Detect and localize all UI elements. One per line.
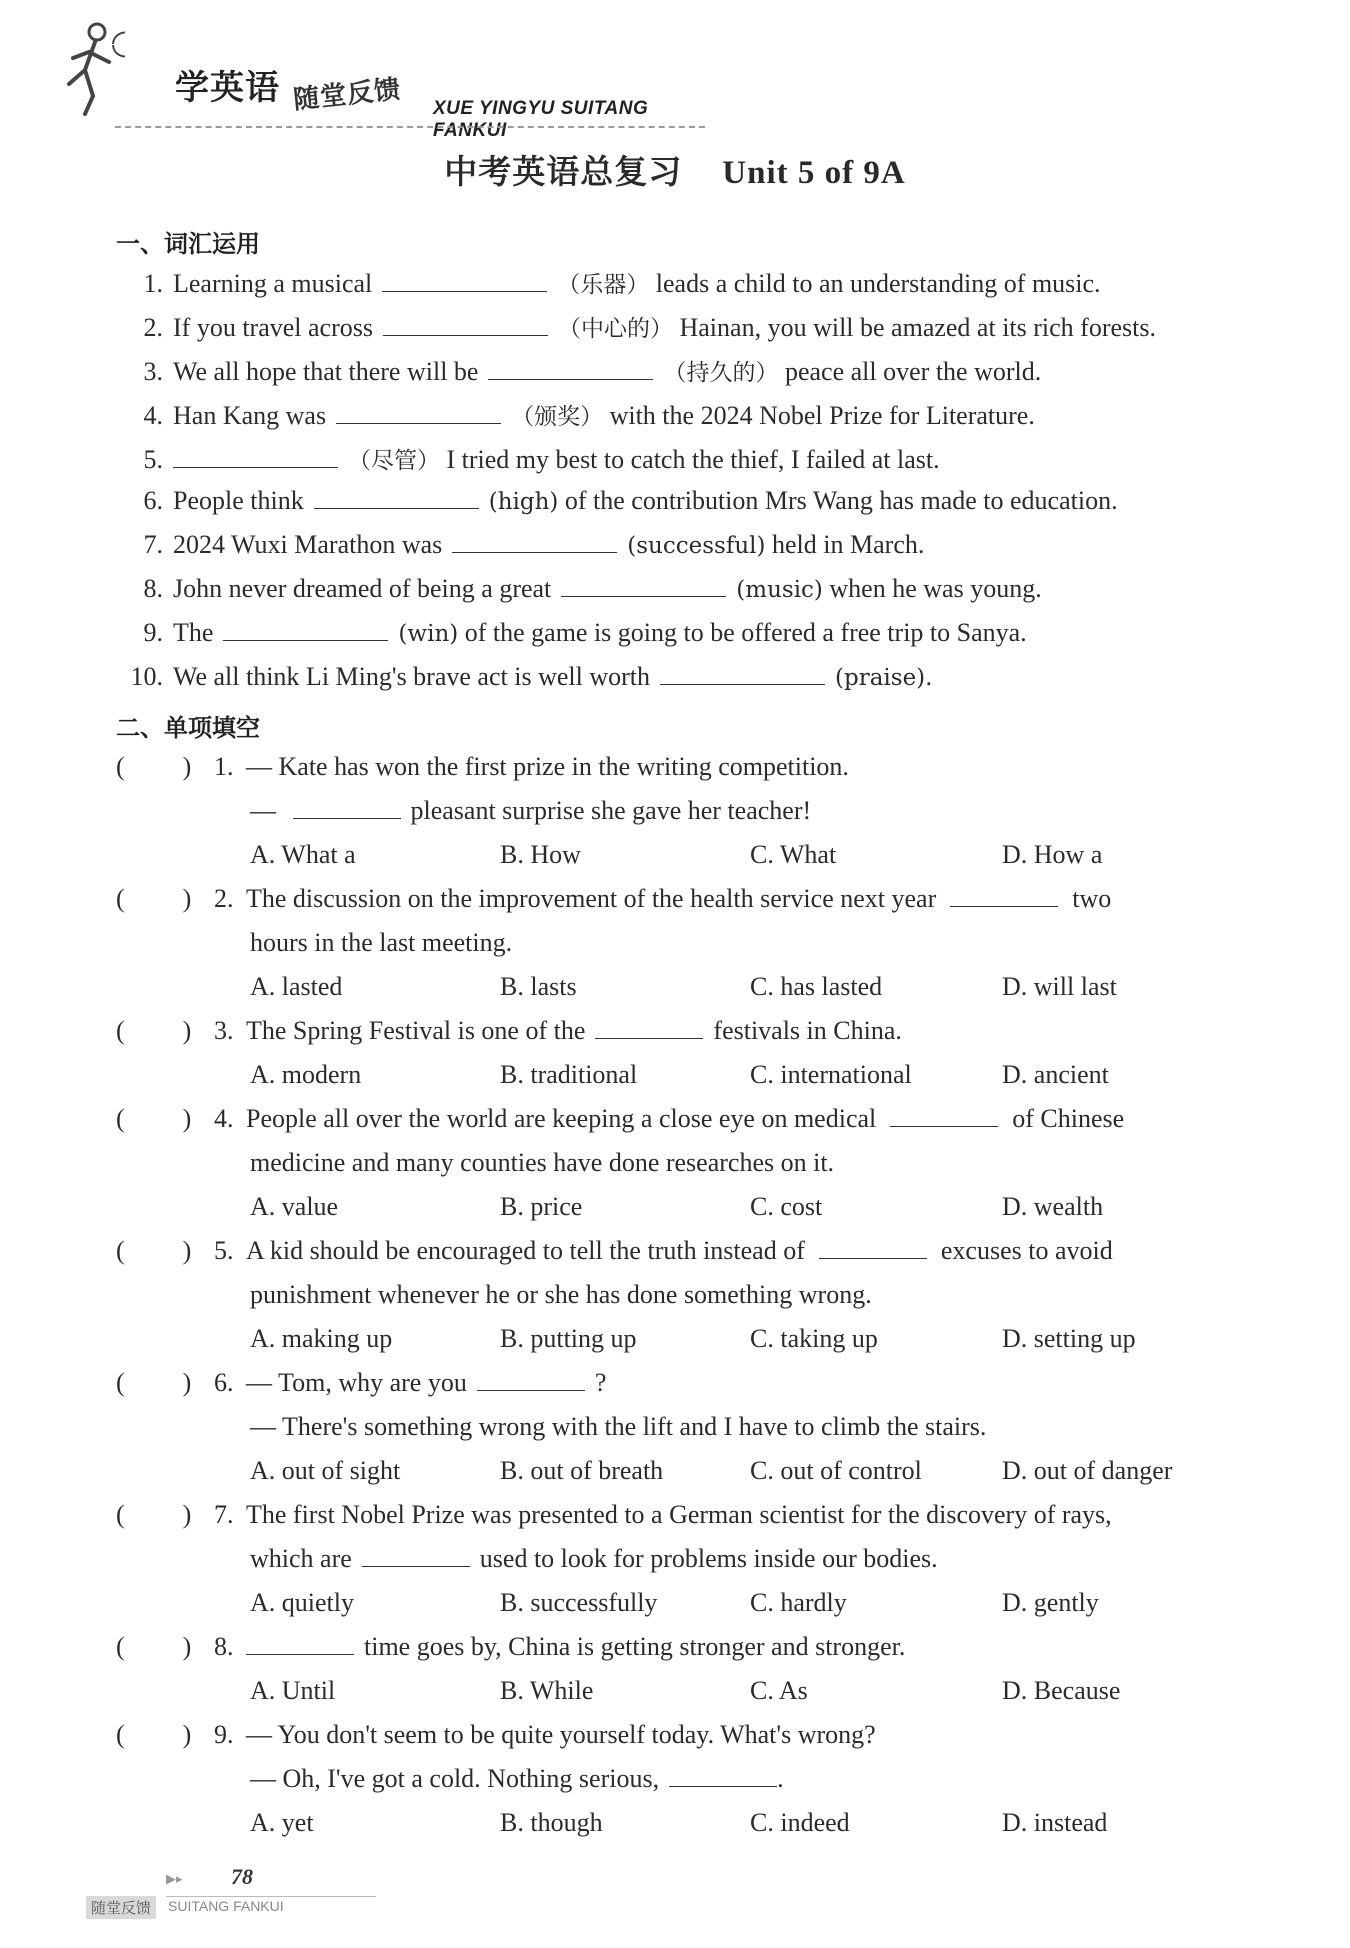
mc-question: ( ) 8. time goes by, China is getting stronger and stronger. — [116, 1632, 906, 1661]
page-footer — [86, 1866, 326, 1926]
page-title — [0, 146, 1350, 193]
answer-bracket[interactable]: ( ) — [116, 1016, 192, 1045]
vocab-item: 7. 2024 Wuxi Marathon was (successful) held in March. — [143, 530, 925, 559]
page-header — [55, 18, 685, 141]
answer-bracket[interactable]: ( ) — [116, 1632, 192, 1661]
footer-tag: 随堂反馈 — [86, 1896, 156, 1919]
mc-question: ( ) 9. — You don't seem to be quite yourself today. What's wrong? — [116, 1720, 876, 1749]
mc-question: ( ) 4. People all over the world are keeping a close eye on medical of Chinese — [116, 1104, 1125, 1133]
answer-bracket[interactable]: ( ) — [116, 1720, 192, 1749]
vocab-item: 8. John never dreamed of being a great (music) when he was young. — [143, 574, 1042, 603]
vocab-item: 3. We all hope that there will be （持久的） peace all over the world. — [143, 357, 1042, 386]
answer-bracket[interactable]: ( ) — [116, 1500, 192, 1529]
vocab-item: 10. We all think Li Ming's brave act is well worth (praise). — [130, 662, 933, 691]
vocab-item: 5. （尽管） I tried my best to catch the thief, I failed at last. — [143, 445, 940, 474]
vocab-item: 6. People think (high) of the contribution Mrs Wang has made to education. — [143, 486, 1118, 515]
mc-question: ( ) 7. The first Nobel Prize was presented to a German scientist for the discovery of rays, — [116, 1500, 1112, 1529]
page-number: 78 — [231, 1864, 253, 1889]
footer-tag-en: SUITANG FANKUI — [168, 1898, 284, 1914]
title-cn: 中考英语总复习 — [444, 152, 683, 191]
runner-logo-icon — [55, 18, 125, 118]
answer-bracket[interactable]: ( ) — [116, 1104, 192, 1133]
mc-question: ( ) 6. — Tom, why are you ? — [116, 1368, 607, 1397]
vocab-item: 4. Han Kang was （颁奖） with the 2024 Nobel Prize for Literature. — [143, 401, 1035, 430]
footer-divider — [166, 1896, 376, 1897]
vocab-item: 1. Learning a musical （乐器） leads a child to an understanding of music. — [143, 269, 1101, 298]
answer-bracket[interactable]: ( ) — [116, 884, 192, 913]
answer-bracket[interactable]: ( ) — [116, 752, 192, 781]
vocab-item: 9. The (win) of the game is going to be offered a free trip to Sanya. — [143, 618, 1027, 647]
mc-question: ( ) 3. The Spring Festival is one of the festivals in China. — [116, 1016, 902, 1045]
vocab-item: 2. If you travel across （中心的） Hainan, you will be amazed at its rich forests. — [143, 313, 1157, 342]
mc-question: ( ) 2. The discussion on the improvement of the health service next year two — [116, 884, 1112, 913]
header-cn-subtitle: 随堂反馈 — [291, 74, 403, 116]
section2-heading: 二、单项填空 — [116, 714, 260, 742]
header-cn-title: 学英语 — [175, 68, 280, 108]
answer-bracket[interactable]: ( ) — [116, 1236, 192, 1265]
answer-bracket[interactable]: ( ) — [116, 1368, 192, 1397]
header-divider — [115, 126, 705, 128]
header-en-subtitle: XUE YINGYU SUITANG FANKUI — [433, 98, 649, 141]
mc-question: ( ) 1. — Kate has won the first prize in the writing competition. — [116, 752, 849, 781]
section1-heading: 一、词汇运用 — [116, 230, 260, 258]
arrow-icon: ▶▸ — [166, 1872, 183, 1887]
title-en: Unit 5 of 9A — [722, 155, 906, 191]
mc-question: ( ) 5. A kid should be encouraged to tell the truth instead of excuses to avoid — [116, 1236, 1113, 1265]
